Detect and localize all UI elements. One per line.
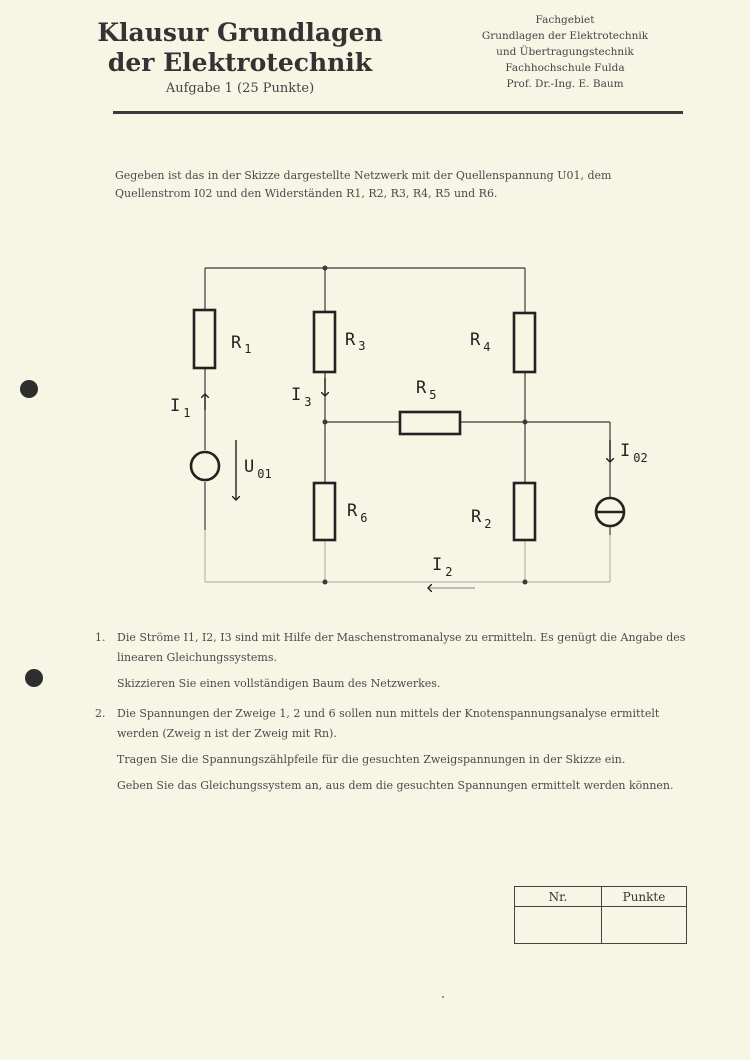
task-item <box>95 704 695 802</box>
header-right-line: Prof. Dr.-Ing. E. Baum <box>506 78 624 90</box>
resistor-r5 <box>400 412 460 434</box>
node-dot <box>323 420 328 425</box>
header-right-line: Fachgebiet <box>535 14 595 26</box>
score-header-punkte: Punkte <box>602 887 687 907</box>
header-right-line: und Übertragungstechnik <box>496 46 634 58</box>
task-paragraph: Die Ströme I1, I2, I3 sind mit Hilfe der Maschenstromanalyse zu ermitteln. Es genügt die Angabe des linearen Gleichungssystems. <box>117 631 686 664</box>
header-subtitle: Aufgabe 1 (25 Punkte) <box>165 81 315 96</box>
node-dot <box>323 266 328 271</box>
header-right-line: Grundlagen der Elektrotechnik <box>481 30 649 42</box>
label-r3: R $_3$ <box>345 330 366 353</box>
task-number: 1. <box>95 631 106 644</box>
task-list <box>95 628 695 802</box>
label-i02: I $_{02}$ <box>620 441 648 465</box>
score-cell-punkte[interactable] <box>602 907 687 944</box>
label-r1: R $_1$ <box>231 333 252 356</box>
label-r4: R $_4$ <box>470 330 491 354</box>
label-r2: R $_2$ <box>471 507 492 531</box>
header-title-line2: der Elektrotechnik <box>107 48 373 77</box>
speck <box>442 996 444 998</box>
task-paragraph: Geben Sie das Gleichungssystem an, aus dem die gesuchten Spannungen ermittelt werden können. <box>117 779 674 792</box>
resistor-r6 <box>314 483 335 540</box>
label-i1: I $_1$ <box>170 396 191 420</box>
score-cell-nr[interactable] <box>515 907 602 944</box>
header-right-line: Fachhochschule Fulda <box>505 62 625 74</box>
voltage-source-u01 <box>191 452 219 480</box>
node-dot <box>523 580 528 585</box>
resistor-r3 <box>314 312 335 372</box>
score-header-nr: Nr. <box>515 887 602 907</box>
task-paragraph: Tragen Sie die Spannungszählpfeile für die gesuchten Zweigspannungen in der Skizze ein. <box>117 753 626 766</box>
task-paragraph: Die Spannungen der Zweige 1, 2 und 6 sollen nun mittels der Knotenspannungsanalyse ermittelt werden (Zweig n ist der Zweig mit Rn). <box>117 707 660 740</box>
task-item <box>95 628 695 700</box>
resistor-r1 <box>194 310 215 368</box>
resistor-r2 <box>514 483 535 540</box>
task-number: 2. <box>95 707 106 720</box>
task-paragraph: Skizzieren Sie einen vollständigen Baum des Netzwerkes. <box>117 677 441 690</box>
label-r6: R $_6$ <box>347 501 368 525</box>
node-dot <box>523 420 528 425</box>
label-i2: I $_2$ <box>432 555 453 579</box>
node-dot <box>323 580 328 585</box>
resistor-r4 <box>514 313 535 372</box>
label-i3: I $_3$ <box>291 385 312 409</box>
label-u01: U $_{01}$ <box>244 457 272 481</box>
label-r5: R $_5$ <box>416 378 437 402</box>
header-title-line1: Klausur Grundlagen <box>97 18 383 47</box>
score-table <box>514 886 687 944</box>
intro-text: Gegeben ist das in der Skizze dargestellte Netzwerk mit der Quellenspannung U01, dem Quellenstrom I02 und den Widerständen R1, R2, R3, R4, R5 und R6. <box>115 169 612 200</box>
